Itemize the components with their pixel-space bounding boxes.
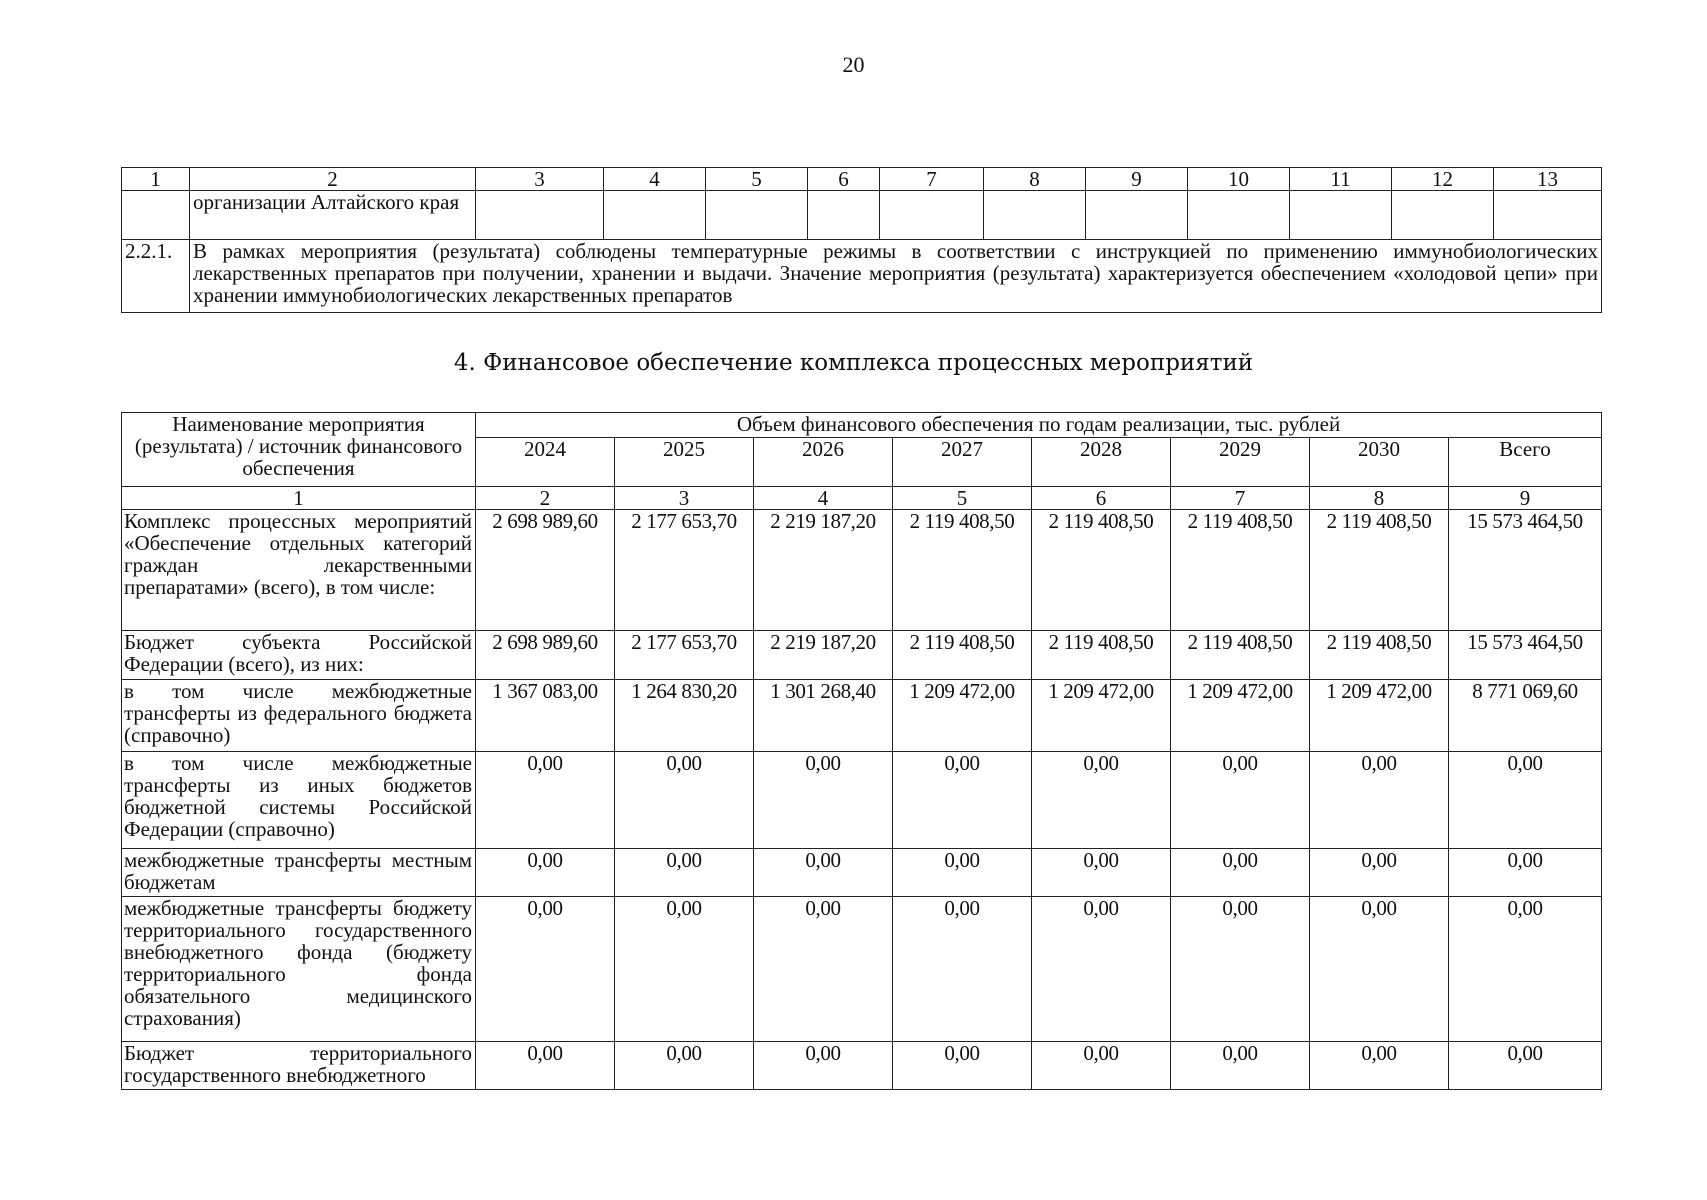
col-number: 12: [1392, 168, 1494, 191]
year-header: 2024: [476, 438, 615, 487]
value-cell: 0,00: [1171, 1042, 1310, 1090]
table-row: [122, 1042, 1602, 1090]
empty-cell: [604, 191, 706, 240]
financing-table: [121, 412, 1602, 1090]
section-title: 4. Финансовое обеспечение комплекса процессных мероприятий: [453, 350, 1254, 376]
col-number: 9: [1449, 487, 1602, 510]
volume-header: Объем финансового обеспечения по годам реализации, тыс. рублей: [476, 413, 1602, 438]
col-number: 7: [880, 168, 984, 191]
row-label: Бюджет субъекта Российской Федерации (всего), из них:: [122, 631, 476, 680]
col-number: 6: [808, 168, 880, 191]
value-cell: 2 177 653,70: [615, 631, 754, 680]
empty-cell: [808, 191, 880, 240]
empty-cell: [1392, 191, 1494, 240]
col-number: 1: [122, 487, 476, 510]
value-cell: 0,00: [1310, 752, 1449, 849]
value-cell: 0,00: [476, 752, 615, 849]
row-label: в том числе межбюджетные трансферты из иных бюджетов бюджетной системы Российской Федерации (справочно): [122, 752, 476, 849]
value-cell: 0,00: [1171, 897, 1310, 1042]
value-cell: 1 264 830,20: [615, 680, 754, 752]
value-cell: 0,00: [1310, 897, 1449, 1042]
col-number: 10: [1188, 168, 1290, 191]
col-number: 2: [476, 487, 615, 510]
value-cell: 1 209 472,00: [1171, 680, 1310, 752]
value-cell: 0,00: [615, 1042, 754, 1090]
table-row: [122, 680, 1602, 752]
col-number: 2: [190, 168, 476, 191]
value-cell: 0,00: [754, 752, 893, 849]
table-row: [122, 897, 1602, 1042]
name-column-header: Наименование мероприятия (результата) / источник финансового обеспечения: [122, 413, 476, 487]
year-header: 2026: [754, 438, 893, 487]
empty-cell: [1188, 191, 1290, 240]
value-cell: 1 209 472,00: [1032, 680, 1171, 752]
value-cell: 1 301 268,40: [754, 680, 893, 752]
value-cell: 2 119 408,50: [893, 510, 1032, 631]
value-cell: 0,00: [476, 897, 615, 1042]
empty-cell: [1086, 191, 1188, 240]
year-header: 2028: [1032, 438, 1171, 487]
total-header: Всего: [1449, 438, 1602, 487]
col-number: 13: [1494, 168, 1602, 191]
page-number: 20: [842, 52, 865, 77]
value-cell: 0,00: [893, 1042, 1032, 1090]
value-cell: 2 119 408,50: [1310, 631, 1449, 680]
col-number: 9: [1086, 168, 1188, 191]
value-cell: 0,00: [1032, 752, 1171, 849]
year-header: 2025: [615, 438, 754, 487]
empty-cell: [1494, 191, 1602, 240]
value-cell: 0,00: [615, 897, 754, 1042]
value-cell: 0,00: [476, 1042, 615, 1090]
value-cell: 0,00: [1032, 1042, 1171, 1090]
table-row: [122, 631, 1602, 680]
col-number: 8: [1310, 487, 1449, 510]
value-cell: 2 119 408,50: [893, 631, 1032, 680]
col-number: 11: [1290, 168, 1392, 191]
total-value-cell: 15 573 464,50: [1449, 631, 1602, 680]
item-number: 2.2.1.: [122, 240, 190, 313]
value-cell: 0,00: [1171, 849, 1310, 897]
empty-cell: [476, 191, 604, 240]
value-cell: 0,00: [1032, 849, 1171, 897]
value-cell: 0,00: [754, 849, 893, 897]
year-header: 2027: [893, 438, 1032, 487]
empty-cell: [1290, 191, 1392, 240]
value-cell: 2 119 408,50: [1310, 510, 1449, 631]
table-row: [122, 191, 1602, 240]
table-row: [122, 240, 1602, 313]
value-cell: 0,00: [615, 849, 754, 897]
year-header: 2029: [1171, 438, 1310, 487]
empty-cell: [122, 191, 190, 240]
col-number: 1: [122, 168, 190, 191]
col-number: 5: [893, 487, 1032, 510]
total-value-cell: 0,00: [1449, 849, 1602, 897]
value-cell: 2 698 989,60: [476, 510, 615, 631]
row-label: межбюджетные трансферты местным бюджетам: [122, 849, 476, 897]
total-value-cell: 0,00: [1449, 897, 1602, 1042]
table-row: [122, 752, 1602, 849]
value-cell: 0,00: [893, 849, 1032, 897]
col-number: 3: [476, 168, 604, 191]
org-name-cell: организации Алтайского края: [190, 191, 476, 240]
column-numbers-row: [122, 168, 1602, 191]
row-label: в том числе межбюджетные трансферты из федерального бюджета (справочно): [122, 680, 476, 752]
row-label: межбюджетные трансферты бюджету территориального государственного внебюджетного фонда (бюджету территориального фонда обязательного медицинского страхования): [122, 897, 476, 1042]
total-value-cell: 8 771 069,60: [1449, 680, 1602, 752]
col-number: 3: [615, 487, 754, 510]
col-number: 6: [1032, 487, 1171, 510]
value-cell: 2 119 408,50: [1032, 631, 1171, 680]
value-cell: 0,00: [754, 1042, 893, 1090]
value-cell: 0,00: [893, 752, 1032, 849]
year-header: 2030: [1310, 438, 1449, 487]
empty-cell: [880, 191, 984, 240]
item-description: В рамках мероприятия (результата) соблюдены температурные режимы в соответствии с инструкцией по применению иммунобиологических лекарственных препаратов при получении, хранении и выдачи. Значение мероприятия (результата) характеризуется обеспечением «холодовой цепи» при хранении иммунобиологических лекарственных препаратов: [190, 240, 1602, 313]
total-value-cell: 0,00: [1449, 1042, 1602, 1090]
column-numbers-row: [122, 487, 1602, 510]
value-cell: 0,00: [615, 752, 754, 849]
col-number: 4: [754, 487, 893, 510]
col-number: 8: [984, 168, 1086, 191]
results-table: [121, 167, 1602, 313]
empty-cell: [984, 191, 1086, 240]
value-cell: 0,00: [754, 897, 893, 1042]
value-cell: 2 219 187,20: [754, 510, 893, 631]
value-cell: 0,00: [1032, 897, 1171, 1042]
empty-cell: [706, 191, 808, 240]
col-number: 5: [706, 168, 808, 191]
value-cell: 0,00: [1310, 849, 1449, 897]
row-label: Комплекс процессных мероприятий «Обеспечение отдельных категорий граждан лекарственными препаратами» (всего), в том числе:: [122, 510, 476, 631]
table-row: [122, 510, 1602, 631]
value-cell: 0,00: [893, 897, 1032, 1042]
value-cell: 1 367 083,00: [476, 680, 615, 752]
total-value-cell: 15 573 464,50: [1449, 510, 1602, 631]
value-cell: 1 209 472,00: [893, 680, 1032, 752]
value-cell: 2 119 408,50: [1171, 510, 1310, 631]
value-cell: 1 209 472,00: [1310, 680, 1449, 752]
value-cell: 2 177 653,70: [615, 510, 754, 631]
value-cell: 2 219 187,20: [754, 631, 893, 680]
value-cell: 0,00: [1171, 752, 1310, 849]
col-number: 7: [1171, 487, 1310, 510]
header-row: [122, 413, 1602, 438]
total-value-cell: 0,00: [1449, 752, 1602, 849]
value-cell: 0,00: [476, 849, 615, 897]
col-number: 4: [604, 168, 706, 191]
value-cell: 2 698 989,60: [476, 631, 615, 680]
row-label: Бюджет территориального государственного внебюджетного: [122, 1042, 476, 1090]
value-cell: 2 119 408,50: [1171, 631, 1310, 680]
table-row: [122, 849, 1602, 897]
value-cell: 2 119 408,50: [1032, 510, 1171, 631]
value-cell: 0,00: [1310, 1042, 1449, 1090]
